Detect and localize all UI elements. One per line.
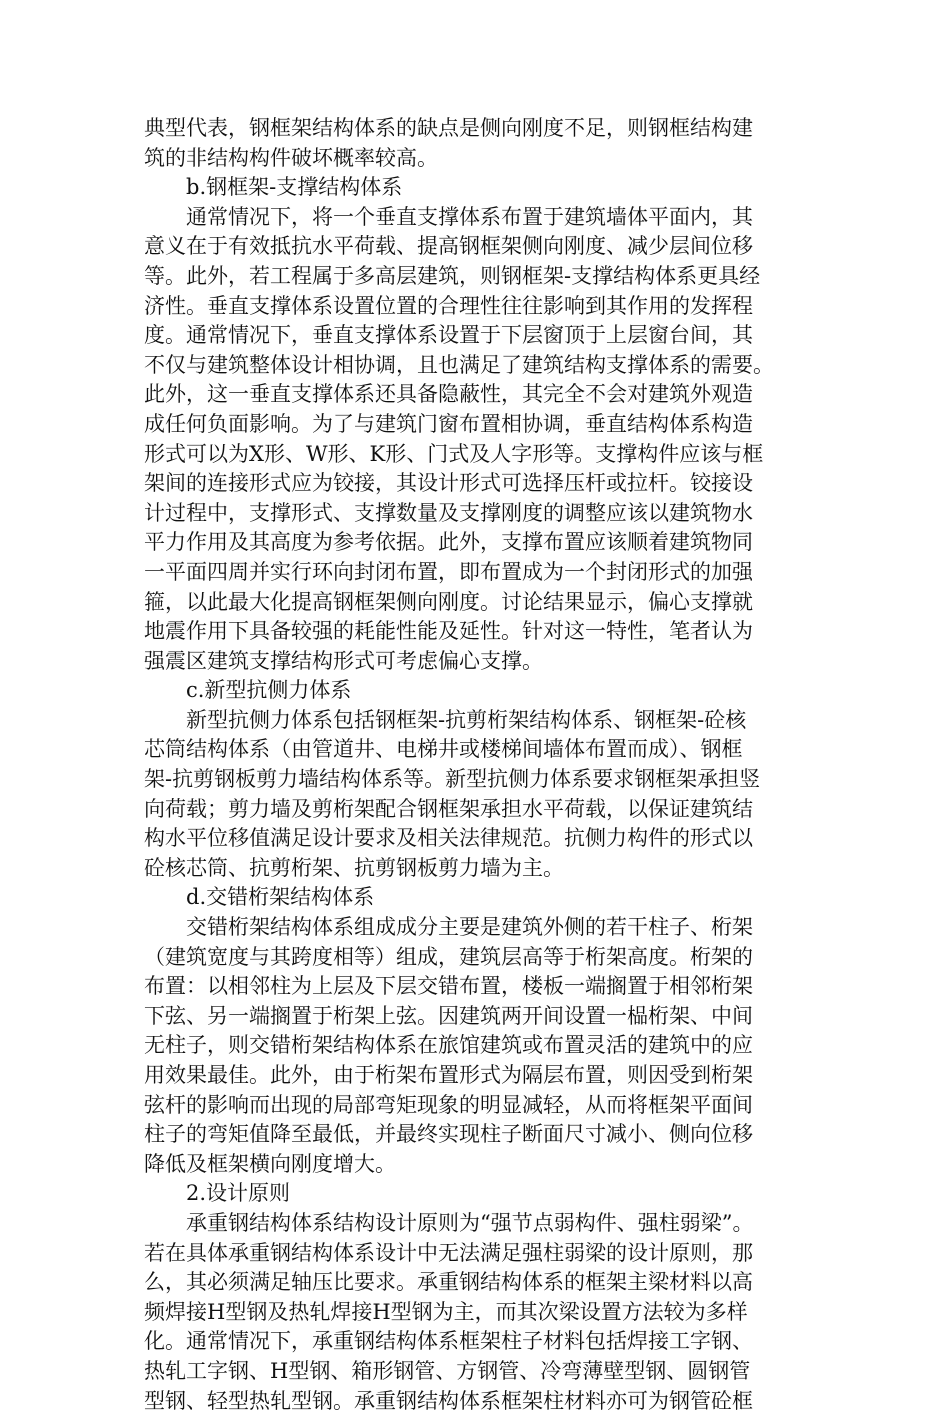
paragraph-line: 构水平位移值满足设计要求及相关法律规范。抗侧力构件的形式以 [144,826,753,851]
paragraph-line: 等。此外，若工程属于多高层建筑，则钢框架-支撑结构体系更具经 [144,263,761,288]
paragraph-line: 布置：以相邻柱为上层及下层交错布置，楼板一端搁置于相邻桁架 [144,974,753,999]
paragraph-line-indented: d.交错桁架结构体系 [186,885,375,910]
paragraph-line: 频焊接H型钢及热轧焊接H型钢为主，而其次梁设置方法较为多样 [144,1299,748,1324]
document-page [144,114,812,1416]
paragraph-line: 成任何负面影响。为了与建筑门窗布置相协调，垂直结构体系构造 [144,411,753,436]
paragraph-line: 不仅与建筑整体设计相协调，且也满足了建筑结构支撑体系的需要。 [144,352,774,377]
paragraph-line: 平力作用及其高度为参考依据。此外，支撑布置应该顺着建筑物同 [144,530,753,555]
paragraph-line-indented: c.新型抗侧力体系 [186,678,352,703]
paragraph-line: 意义在于有效抵抗水平荷载、提高钢框架侧向刚度、减少层间位移 [144,234,753,259]
paragraph-line: 一平面四周并实行环向封闭布置，即布置成为一个封闭形式的加强 [144,559,753,584]
paragraph-line: 架间的连接形式应为铰接，其设计形式可选择压杆或拉杆。铰接设 [144,471,753,496]
paragraph-line-indented: 通常情况下，将一个垂直支撑体系布置于建筑墙体平面内，其 [186,204,753,229]
paragraph-line: 此外，这一垂直支撑体系还具备隐蔽性，其完全不会对建筑外观造 [144,382,753,407]
paragraph-line: 筑的非结构构件破坏概率较高。 [144,145,438,170]
paragraph-line: 芯筒结构体系（由管道井、电梯井或楼梯间墙体布置而成）、钢框 [144,737,743,762]
paragraph-line-indented: 承重钢结构体系结构设计原则为“强节点弱构件、强柱弱梁”。 [186,1210,754,1235]
paragraph-line: 济性。垂直支撑体系设置位置的合理性往往影响到其作用的发挥程 [144,293,753,318]
paragraph-line: 么，其必须满足轴压比要求。承重钢结构体系的框架主梁材料以高 [144,1270,753,1295]
paragraph-line: 热轧工字钢、H型钢、箱形钢管、方钢管、冷弯薄壁型钢、圆钢管 [144,1358,751,1383]
paragraph-line: 度。通常情况下，垂直支撑体系设置于下层窗顶于上层窗台间，其 [144,323,753,348]
paragraph-line: 柱子的弯矩值降至最低，并最终实现柱子断面尺寸减小、侧向位移 [144,1122,753,1147]
paragraph-line: 降低及框架横向刚度增大。 [144,1151,396,1176]
paragraph-line: 无柱子，则交错桁架结构体系在旅馆建筑或布置灵活的建筑中的应 [144,1033,753,1058]
paragraph-line: 典型代表，钢框架结构体系的缺点是侧向刚度不足，则钢框结构建 [144,116,753,140]
paragraph-line: 下弦、另一端搁置于桁架上弦。因建筑两开间设置一榀桁架、中间 [144,1003,753,1028]
paragraph-line-indented: 新型抗侧力体系包括钢框架-抗剪桁架结构体系、钢框架-砼核 [186,707,747,732]
paragraph-line: 形式可以为X形、W形、K形、门式及人字形等。支撑构件应该与框 [144,441,764,466]
paragraph-line: 箍，以此最大化提高钢框架侧向刚度。讨论结果显示，偏心支撑就 [144,589,753,614]
paragraph-line-indented: 交错桁架结构体系组成成分主要是建筑外侧的若干柱子、桁架 [186,915,753,940]
paragraph-line: 型钢、轻型热轧型钢。承重钢结构体系框架柱材料亦可为钢管砼框 [144,1388,753,1413]
paragraph-line: 地震作用下具备较强的耗能性能及延性。针对这一特性，笔者认为 [144,619,753,644]
paragraph-line-indented: b.钢框架-支撑结构体系 [186,175,403,200]
paragraph-line: 架-抗剪钢板剪力墙结构体系等。新型抗侧力体系要求钢框架承担竖 [144,767,761,792]
paragraph-line: 若在具体承重钢结构体系设计中无法满足强柱弱梁的设计原则，那 [144,1240,753,1265]
paragraph-line: 计过程中，支撑形式、支撑数量及支撑刚度的调整应该以建筑物水 [144,500,753,525]
paragraph-line-indented: 2.设计原则 [186,1181,291,1206]
paragraph-line: （建筑宽度与其跨度相等）组成，建筑层高等于桁架高度。桁架的 [144,944,753,969]
paragraph-line: 用效果最佳。此外，由于桁架布置形式为隔层布置，则因受到桁架 [144,1063,753,1087]
paragraph-line: 向荷载；剪力墙及剪桁架配合钢框架承担水平荷载，以保证建筑结 [144,796,753,821]
paragraph-line: 化。通常情况下，承重钢结构体系框架柱子材料包括焊接工字钢、 [144,1329,753,1354]
paragraph-line: 强震区建筑支撑结构形式可考虑偏心支撑。 [144,648,543,673]
paragraph-line: 弦杆的影响而出现的局部弯矩现象的明显减轻，从而将框架平面间 [144,1092,753,1117]
paragraph-line: 砼核芯筒、抗剪桁架、抗剪钢板剪力墙为主。 [144,855,564,880]
